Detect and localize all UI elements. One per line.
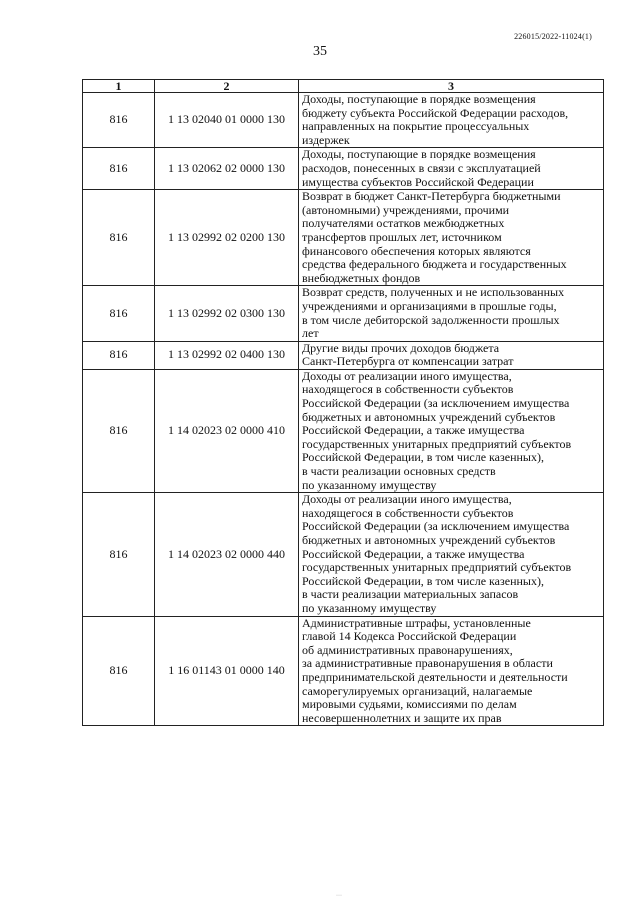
description-line: Российской Федерации, в том числе казенных), [302, 573, 544, 588]
description-line: получателями остатков межбюджетных [302, 216, 505, 231]
table-body [83, 93, 604, 726]
admin-code-cell: 816 [83, 93, 155, 148]
document-reference: 226015/2022-11024(1) [514, 32, 592, 41]
table-row [83, 493, 604, 616]
table-header-row [83, 80, 604, 93]
description-line: Другие виды прочих доходов бюджета [302, 340, 500, 355]
description-line: Российской Федерации, а также имущества [302, 423, 525, 438]
description-line: саморегулируемых организаций, налагаемые [302, 683, 533, 698]
budget-classification-code-cell: 1 14 02023 02 0000 410 [155, 369, 299, 492]
revenue-description-cell [299, 93, 604, 148]
table-row [83, 148, 604, 190]
description-line: Возврат в бюджет Санкт-Петербурга бюджетными [302, 189, 561, 204]
description-line: находящегося в собственности субъектов [302, 382, 514, 397]
description-line: Российской Федерации, а также имущества [302, 546, 525, 561]
description-line: направленных на покрытие процессуальных [302, 119, 530, 134]
budget-classification-code-cell: 1 13 02040 01 0000 130 [155, 93, 299, 148]
column-header-1: 1 [83, 80, 155, 93]
description-line: главой 14 Кодекса Российской Федерации [302, 629, 517, 644]
budget-classification-code-cell: 1 13 02992 02 0400 130 [155, 341, 299, 369]
description-line: государственных унитарных предприятий субъектов [302, 436, 572, 451]
revenue-description-cell [299, 369, 604, 492]
description-line: Российской Федерации (за исключением имущества [302, 519, 570, 534]
column-header-2: 2 [155, 80, 299, 93]
description-line: трансфертов прошлых лет, источником [302, 229, 502, 244]
description-line: в части реализации основных средств [302, 464, 496, 479]
description-line: (автономными) учреждениями, прочими [302, 202, 510, 217]
description-line: Административные штрафы, установленные [302, 615, 531, 630]
description-line: об административных правонарушениях, [302, 642, 513, 657]
table-row [83, 190, 604, 286]
admin-code-cell: 816 [83, 341, 155, 369]
admin-code-cell: 816 [83, 286, 155, 341]
description-line: Доходы от реализации иного имущества, [302, 368, 512, 383]
budget-revenue-table [82, 79, 604, 726]
scan-artifact-mark: ··· [336, 893, 342, 899]
description-line: внебюджетных фондов [302, 270, 421, 285]
admin-code-cell: 816 [83, 616, 155, 726]
admin-code-cell: 816 [83, 369, 155, 492]
description-line: издержек [302, 132, 350, 147]
description-line: финансового обеспечения которых являются [302, 243, 531, 258]
revenue-description-cell [299, 190, 604, 286]
description-line: Российской Федерации (за исключением имущества [302, 396, 570, 411]
description-line: по указанному имуществу [302, 477, 437, 492]
description-line: Возврат средств, полученных и не использованных [302, 285, 565, 300]
description-line: лет [302, 326, 319, 341]
description-line: Санкт-Петербурга от компенсации затрат [302, 354, 514, 369]
description-line: Доходы от реализации иного имущества, [302, 492, 512, 507]
admin-code-cell: 816 [83, 148, 155, 190]
column-header-3: 3 [299, 80, 604, 93]
table-row [83, 616, 604, 726]
description-line: по указанному имуществу [302, 600, 437, 615]
description-line: средства федерального бюджета и государственных [302, 257, 567, 272]
description-line: в том числе дебиторской задолженности прошлых [302, 312, 560, 327]
description-line: несовершеннолетних и защите их прав [302, 710, 502, 725]
description-line: находящегося в собственности субъектов [302, 505, 514, 520]
revenue-description-cell [299, 148, 604, 190]
description-line: расходов, понесенных в связи с эксплуатацией [302, 160, 541, 175]
table-row [83, 93, 604, 148]
budget-classification-code-cell: 1 13 02992 02 0200 130 [155, 190, 299, 286]
admin-code-cell: 816 [83, 493, 155, 616]
description-line: за административные правонарушения в области [302, 656, 553, 671]
budget-classification-code-cell: 1 13 02062 02 0000 130 [155, 148, 299, 190]
description-line: Российской Федерации, в том числе казенных), [302, 450, 544, 465]
table-row [83, 286, 604, 341]
revenue-description-cell [299, 616, 604, 726]
budget-classification-code-cell: 1 16 01143 01 0000 140 [155, 616, 299, 726]
revenue-description-cell [299, 286, 604, 341]
description-line: государственных унитарных предприятий субъектов [302, 560, 572, 575]
description-line: Доходы, поступающие в порядке возмещения [302, 92, 536, 106]
description-line: учреждениями и организациями в прошлые годы, [302, 298, 557, 313]
description-line: Доходы, поступающие в порядке возмещения [302, 147, 536, 162]
description-line: бюджетных и автономных учреждений субъектов [302, 409, 556, 424]
budget-classification-code-cell: 1 14 02023 02 0000 440 [155, 493, 299, 616]
description-line: бюджетных и автономных учреждений субъектов [302, 533, 556, 547]
description-line: имущества субъектов Российской Федерации [302, 174, 534, 189]
revenue-description-cell [299, 341, 604, 369]
revenue-description-cell [299, 493, 604, 616]
description-line: мировыми судьями, комиссиями по делам [302, 697, 517, 712]
table-row [83, 369, 604, 492]
admin-code-cell: 816 [83, 190, 155, 286]
page-number: 35 [313, 44, 327, 59]
table-row [83, 341, 604, 369]
description-line: бюджету субъекта Российской Федерации расходов, [302, 105, 569, 120]
description-line: в части реализации материальных запасов [302, 587, 519, 602]
description-line: предпринимательской деятельности и деятельности [302, 669, 568, 684]
budget-classification-code-cell: 1 13 02992 02 0300 130 [155, 286, 299, 341]
